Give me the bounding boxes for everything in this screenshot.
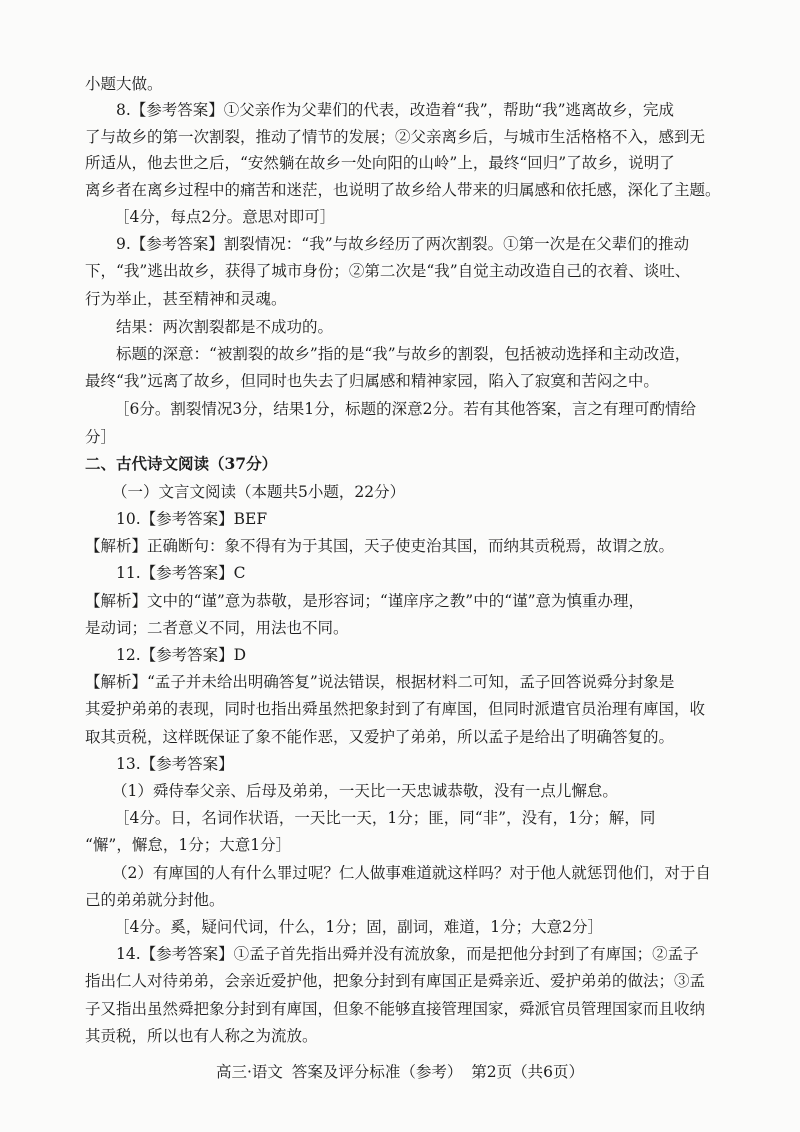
text-line: 最终“我”远离了故乡，但同时也失去了归属感和精神家园，陷入了寂寞和苦闷之中。 xyxy=(85,372,659,390)
text-line: “懈”，懈怠，1分；大意1分］ xyxy=(85,836,292,854)
text-line: 离乡者在离乡过程中的痛苦和迷茫，也说明了故乡给人带来的归属感和依托感，深化了主题。 xyxy=(85,181,721,199)
text-line: 【解析】“孟子并未给出明确答复”说法错误，根据材料二可知，孟子回答说舜分封象是 xyxy=(85,673,675,691)
text-line: 取其贡税，这样既保证了象不能作恶，又爱护了弟弟，所以孟子是给出了明确答复的。 xyxy=(85,728,675,746)
text-line: ［4分。日，名词作状语，一天比一天，1分；匪，同“非”，没有，1分；解，同 xyxy=(114,809,656,827)
text-line: 小题大做。 xyxy=(85,75,163,93)
subsection-heading: （一）文言文阅读（本题共5小题，22分） xyxy=(112,483,406,501)
text-line: 13.【参考答案】 xyxy=(116,755,234,773)
text-line: （2）有庳国的人有什么罪过呢？仁人做事难道就这样吗？对于他人就惩罚他们，对于自 xyxy=(112,864,711,882)
page-footer xyxy=(0,1061,800,1083)
text-line: （1）舜侍奉父亲、后母及弟弟，一天比一天忠诚恭敬，没有一点儿懈怠。 xyxy=(112,782,618,800)
footer-title: 答案及评分标准（参考） xyxy=(291,1063,463,1081)
text-line: 其贡税，所以也有人称之为流放。 xyxy=(85,1027,318,1045)
text-line: 是动词；二者意义不同，用法也不同。 xyxy=(85,619,349,637)
text-line: 行为举止，甚至精神和灵魂。 xyxy=(85,290,287,308)
text-line: 【解析】正确断句：象不得有为于其国，天子使吏治其国，而纳其贡税焉，故谓之放。 xyxy=(85,537,675,555)
text-line: 8.【参考答案】①父亲作为父辈们的代表，改造着“我”，帮助“我”逃离故乡，完成 xyxy=(116,101,674,119)
text-line: 10.【参考答案】BEF xyxy=(116,510,268,528)
text-line: 9.【参考答案】割裂情况：“我”与故乡经历了两次割裂。①第一次是在父辈们的推动 xyxy=(116,235,690,253)
text-line: 下，“我”逃出故乡，获得了城市身份；②第二次是“我”自觉主动改造自己的衣着、谈吐、 xyxy=(85,262,691,280)
text-line: 14.【参考答案】①孟子首先指出舜并没有流放象，而是把他分封到了有庳国；②孟子 xyxy=(116,945,699,963)
text-line: 子又指出虽然舜把象分封到有庳国，但象不能够直接管理国家，舜派官员管理国家而且收纳 xyxy=(85,1000,706,1018)
text-line: 分］ xyxy=(85,428,117,446)
text-line: ［6分。割裂情况3分，结果1分，标题的深意2分。若有其他答案，言之有理可酌情给 xyxy=(114,400,696,418)
text-line: 其爱护弟弟的表现，同时也指出舜虽然把象封到了有庳国，但同时派遣官员治理有庳国，收 xyxy=(85,700,706,718)
text-line: 11.【参考答案】C xyxy=(116,564,246,582)
text-line: 标题的深意：“被割裂的故乡”指的是“我”与故乡的割裂，包括被动选择和主动改造， xyxy=(116,345,691,363)
text-line: 了与故乡的第一次割裂，推动了情节的发展；②父亲离乡后，与城市生活格格不入，感到无 xyxy=(85,128,706,146)
section-heading: 二、古代诗文阅读（37分） xyxy=(85,454,278,473)
footer-page-number: 第2页（共6页） xyxy=(471,1063,585,1081)
footer-subject: 高三·语文 xyxy=(215,1063,283,1081)
text-line: ［4分。奚，疑问代词，什么，1分；固，副词，难道，1分；大意2分］ xyxy=(114,918,603,936)
text-line: 结果：两次割裂都是不成功的。 xyxy=(116,318,334,336)
text-line: 所适从，他去世之后，“安然躺在故乡一处向阳的山岭”上，最终“回归”了故乡，说明了 xyxy=(85,154,675,172)
text-line: 指出仁人对待弟弟，会亲近爱护他，把象分封到有庳国正是舜亲近、爱护弟弟的做法；③孟 xyxy=(85,972,706,990)
text-line: 12.【参考答案】D xyxy=(116,646,247,664)
text-line: 【解析】文中的“谨”意为恭敬，是形容词；“谨庠序之教”中的“谨”意为慎重办理， xyxy=(85,592,645,610)
text-line: 己的弟弟就分封他。 xyxy=(85,891,225,909)
text-line: ［4分，每点2分。意思对即可］ xyxy=(114,208,336,226)
